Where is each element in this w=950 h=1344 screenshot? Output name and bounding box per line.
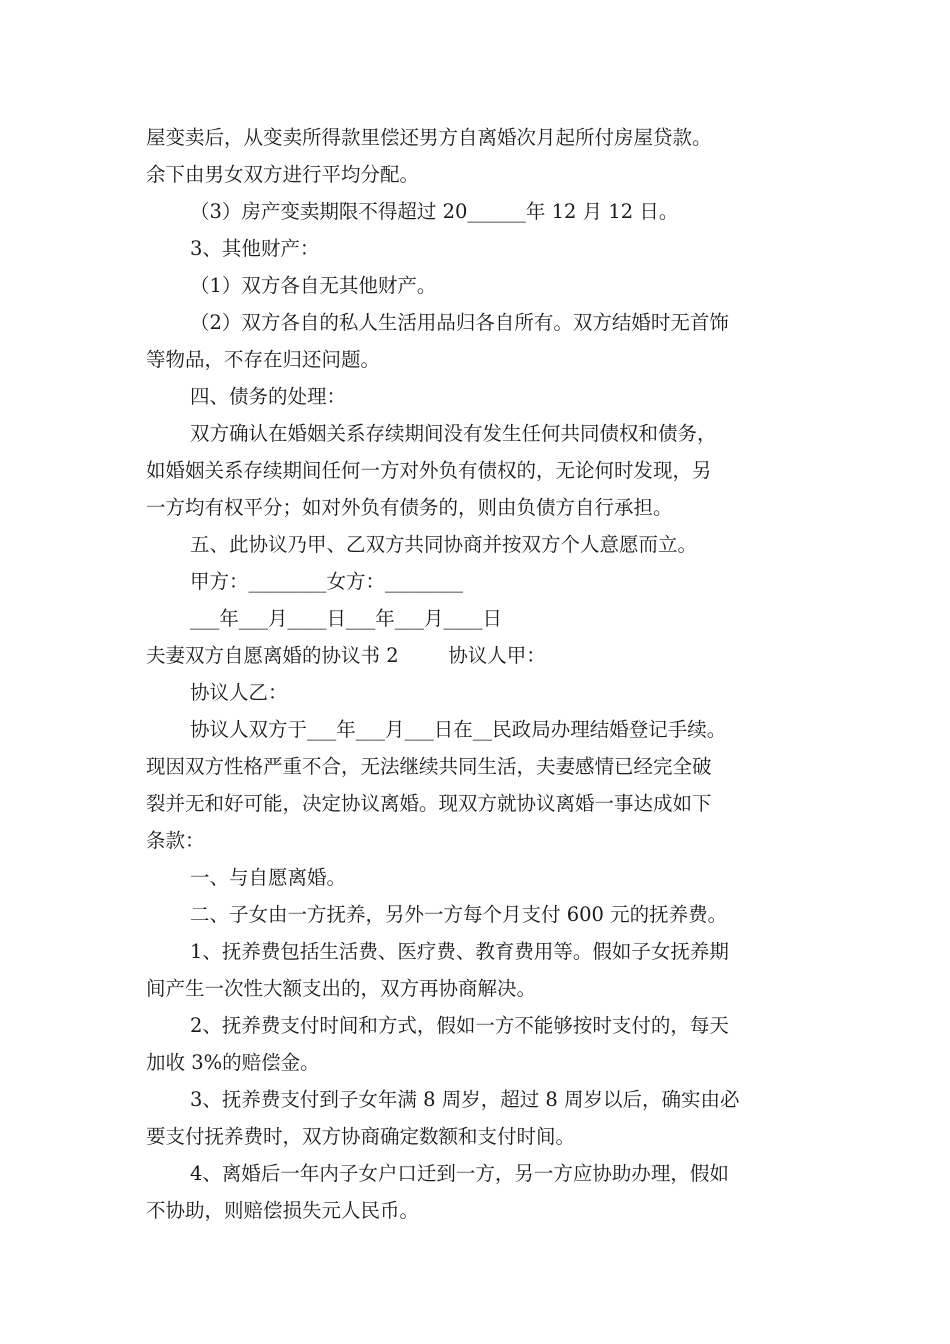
text-line: 一方均有权平分；如对外负有债务的，则由负债方自行承担。 bbox=[146, 496, 673, 519]
text-line: （1）双方各自无其他财产。 bbox=[190, 274, 437, 297]
text-line: 加收 3%的赔偿金。 bbox=[146, 1051, 320, 1074]
text-line: 协议人乙： bbox=[190, 681, 288, 704]
text-line: 五、此协议乃甲、乙双方共同协商并按双方个人意愿而立。 bbox=[190, 533, 698, 556]
text-line: ___年___月____日___年___月____日 bbox=[190, 607, 503, 630]
text-line: （2）双方各自的私人生活用品归各自所有。双方结婚时无首饰 bbox=[190, 311, 729, 334]
text-line: 四、债务的处理： bbox=[190, 385, 347, 408]
text-line: 屋变卖后，从变卖所得款里偿还男方自离婚次月起所付房屋贷款。 bbox=[146, 126, 712, 149]
text-line: 2、抚养费支付时间和方式，假如一方不能够按时支付的，每天 bbox=[190, 1014, 729, 1037]
text-line: 夫妻双方自愿离婚的协议书 2 协议人甲： bbox=[146, 644, 546, 667]
text-line: 甲方：________女方：________ bbox=[190, 570, 464, 593]
document-body bbox=[146, 119, 806, 1229]
text-line: 余下由男女双方进行平均分配。 bbox=[146, 163, 420, 186]
text-line: 4、离婚后一年内子女户口迁到一方，另一方应协助办理，假如 bbox=[190, 1162, 729, 1185]
text-line: 要支付抚养费时，双方协商确定数额和支付时间。 bbox=[146, 1125, 576, 1148]
text-line: 等物品，不存在归还问题。 bbox=[146, 348, 381, 371]
text-line: 3、其他财产： bbox=[190, 237, 320, 260]
text-line: 间产生一次性大额支出的，双方再协商解决。 bbox=[146, 977, 537, 1000]
text-line: 现因双方性格严重不合，无法继续共同生活，夫妻感情已经完全破 bbox=[146, 755, 712, 778]
text-line: 如婚姻关系存续期间任何一方对外负有债权的，无论何时发现，另 bbox=[146, 459, 712, 482]
text-line: 裂并无和好可能，决定协议离婚。现双方就协议离婚一事达成如下 bbox=[146, 792, 712, 815]
text-line: 二、子女由一方抚养，另外一方每个月支付 600 元的抚养费。 bbox=[190, 903, 728, 926]
text-line: 一、与自愿离婚。 bbox=[190, 866, 347, 889]
text-line: （3）房产变卖期限不得超过 20______年 12 月 12 日。 bbox=[190, 200, 679, 223]
text-line: 双方确认在婚姻关系存续期间没有发生任何共同债权和债务， bbox=[190, 422, 717, 445]
text-line: 3、抚养费支付到子女年满 8 周岁，超过 8 周岁以后，确实由必 bbox=[190, 1088, 740, 1111]
text-line: 条款： bbox=[146, 829, 205, 852]
text-line: 不协助，则赔偿损失元人民币。 bbox=[146, 1199, 420, 1222]
text-line: 1、抚养费包括生活费、医疗费、教育费用等。假如子女抚养期 bbox=[190, 940, 729, 963]
document-page bbox=[146, 119, 806, 1229]
text-line: 协议人双方于___年___月___日在__民政局办理结婚登记手续。 bbox=[190, 718, 727, 741]
